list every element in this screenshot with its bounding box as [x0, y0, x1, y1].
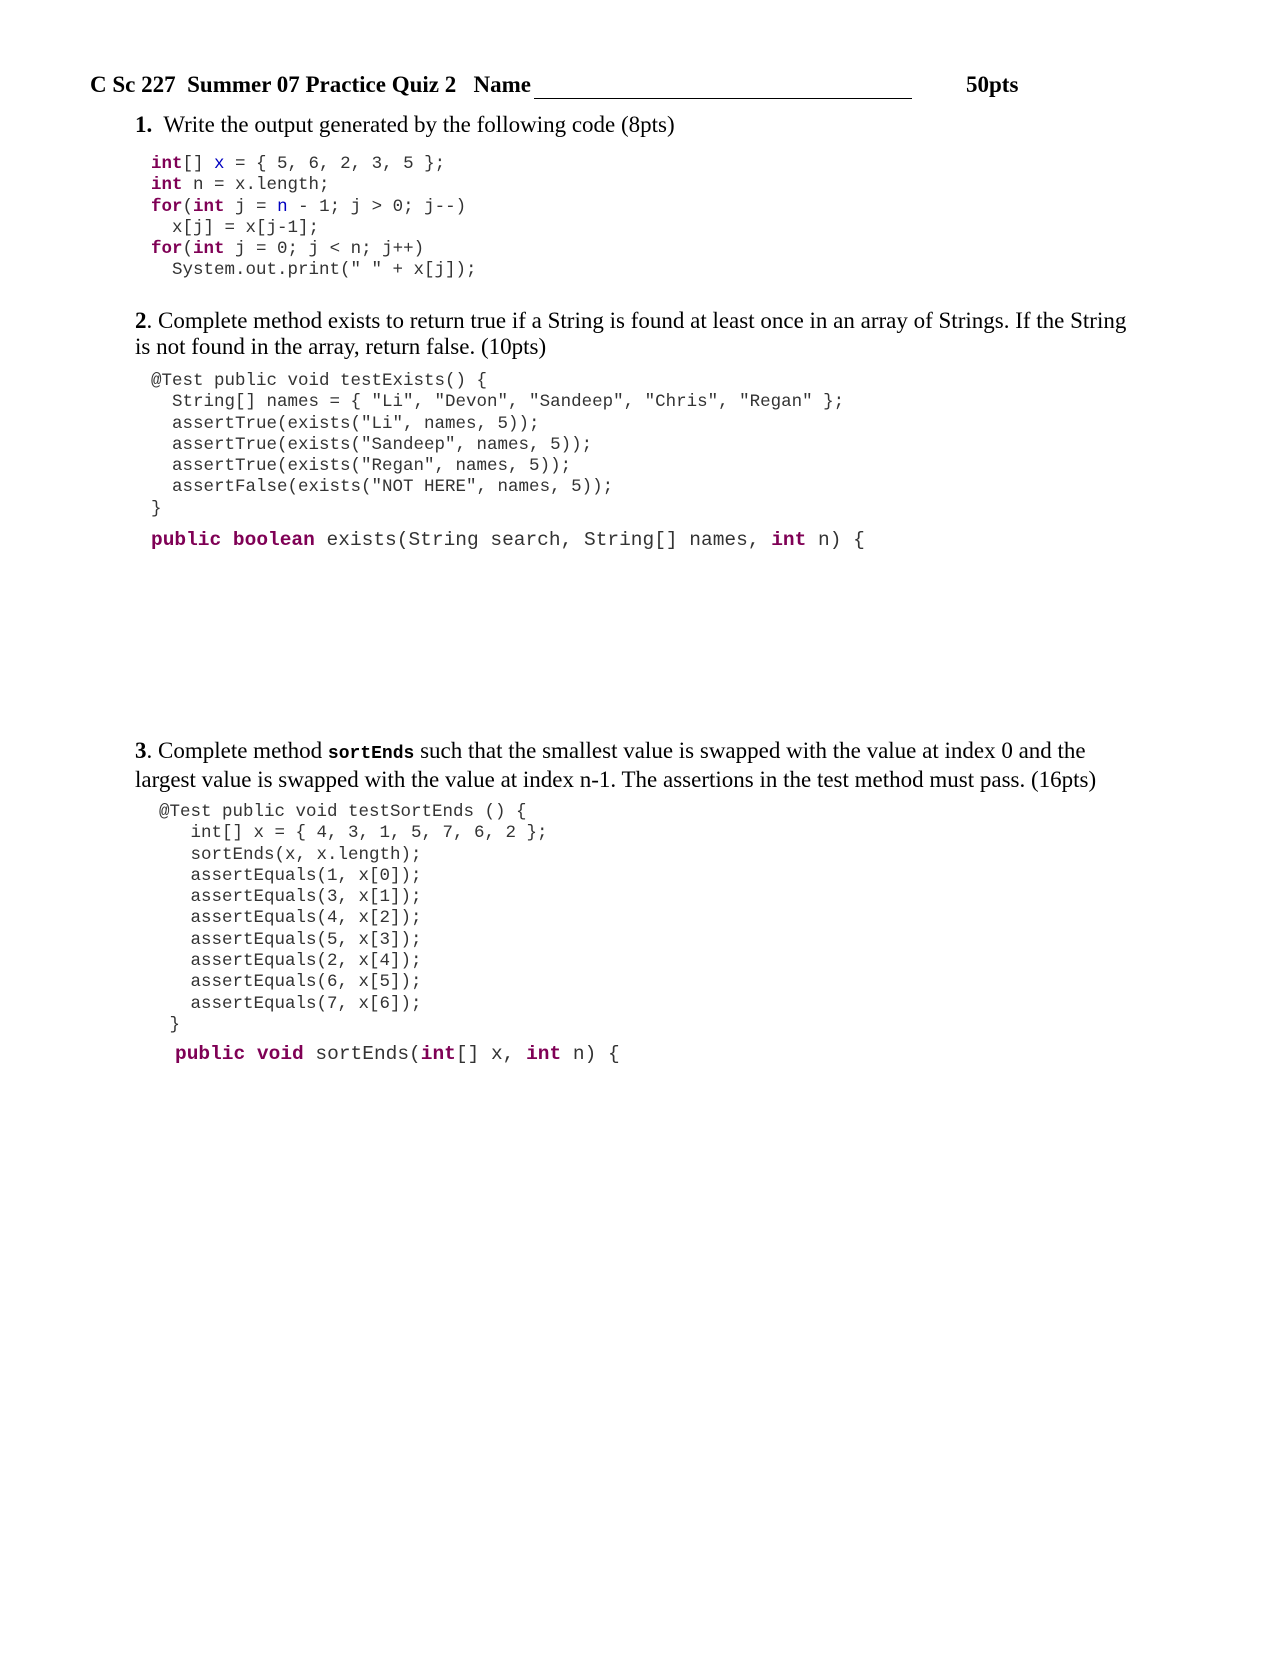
question-3-signature [175, 1042, 620, 1066]
code-line: assertEquals(4, x[2]); [159, 908, 422, 929]
code-line: assertEquals(1, x[0]); [159, 865, 422, 886]
code-line: } [159, 1014, 181, 1035]
code-line: } [151, 498, 162, 519]
code-line: System.out.print(" " + x[j]); [151, 260, 477, 281]
code-line: String[] names = { "Li", "Devon", "Sandeep", "Chris", "Regan" }; [151, 392, 845, 413]
code-line: int n = x.length; [151, 175, 330, 196]
question-2-prompt [135, 308, 1145, 360]
code-line: assertEquals(5, x[3]); [159, 929, 422, 950]
code-line: sortEnds(x, x.length); [159, 844, 422, 865]
method-signature: public void sortEnds(int[] x, int n) { [175, 1043, 620, 1065]
question-3-number: 3 [135, 738, 147, 763]
question-2-text: . Complete method exists to return true if a String is found at least once in an array of Strings. If the String is not found in the array, return false. (10pts) [135, 308, 1127, 359]
quiz-header: C Sc 227 Summer 07 Practice Quiz 2 Name [90, 72, 531, 97]
code-line: for(int j = n - 1; j > 0; j--) [151, 196, 467, 217]
question-1-prompt [135, 112, 1145, 138]
question-1-code [151, 154, 477, 282]
code-line: @Test public void testSortEnds () { [159, 802, 527, 822]
code-line: assertEquals(2, x[4]); [159, 951, 422, 972]
code-line: assertEquals(6, x[5]); [159, 972, 422, 993]
code-line: assertFalse(exists("NOT HERE", names, 5)); [151, 477, 614, 498]
question-1-text: Write the output generated by the following code (8pts) [163, 112, 675, 137]
code-line: int[] x = { 5, 6, 2, 3, 5 }; [151, 154, 446, 174]
code-line: assertEquals(3, x[1]); [159, 887, 422, 908]
code-line: assertEquals(7, x[6]); [159, 993, 422, 1014]
total-points: 50pts [966, 72, 1019, 97]
question-2-number: 2 [135, 308, 147, 333]
method-name-sortEnds: sortEnds [327, 744, 415, 764]
code-line: assertTrue(exists("Regan", names, 5)); [151, 456, 572, 477]
code-line: x[j] = x[j-1]; [151, 217, 320, 238]
code-line: for(int j = 0; j < n; j++) [151, 239, 425, 260]
question-1-number: 1. [135, 112, 153, 137]
question-3-prompt: 3. Complete method sortEnds such that the smallest value is swapped with the value at index 0 and the largest value is swapped with the value at index n-1. The assertions in the test method must pass. (16pts) [135, 738, 1097, 792]
name-blank-line [534, 98, 912, 99]
method-signature: public boolean exists(String search, String[] names, int n) { [151, 529, 865, 551]
question-2-signature [151, 528, 865, 552]
code-line: int[] x = { 4, 3, 1, 5, 7, 6, 2 }; [159, 823, 548, 844]
code-line: assertTrue(exists("Li", names, 5)); [151, 413, 540, 434]
question-2-code [151, 371, 844, 520]
code-line: assertTrue(exists("Sandeep", names, 5)); [151, 434, 593, 455]
question-3-code [159, 802, 548, 1036]
code-line: @Test public void testExists() { [151, 371, 488, 391]
